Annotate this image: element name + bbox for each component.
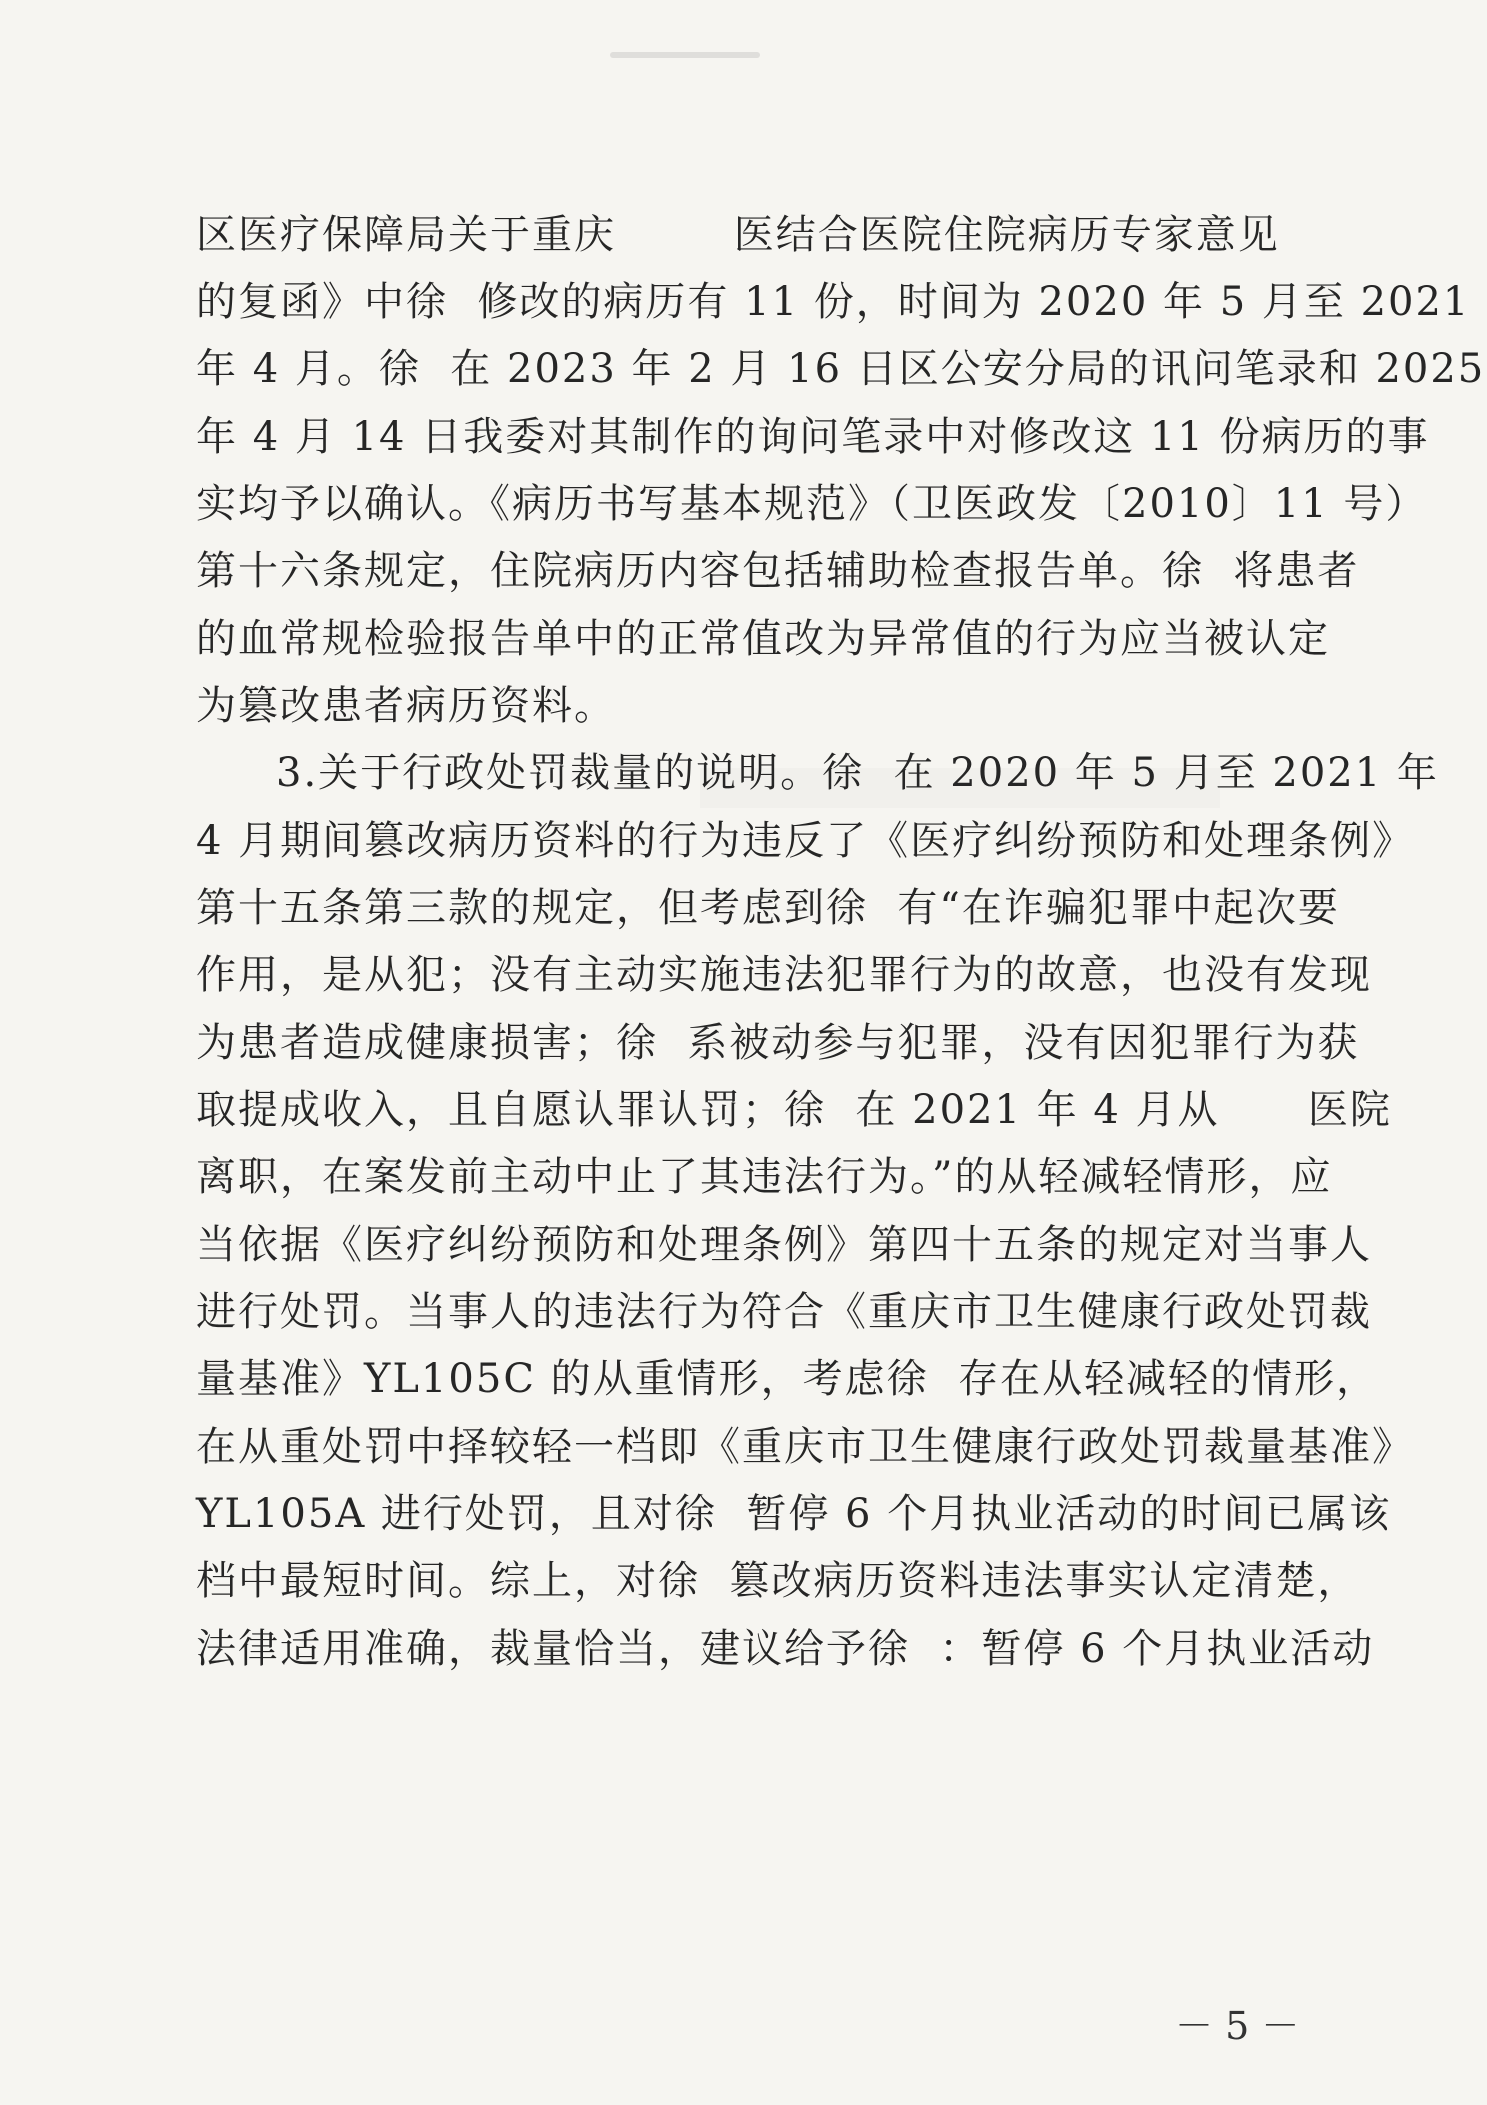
text-line: 在从重处罚中择较轻一档即《重庆市卫生健康行政处罚裁量基准》 — [196, 1424, 1414, 1470]
text-line: 为篡改患者病历资料。 — [196, 683, 616, 729]
page-number: － 5 － — [1175, 2004, 1300, 2048]
text-line: 离职，在案发前主动中止了其违法行为。”的从轻减轻情形，应 — [196, 1154, 1333, 1200]
text-line: 作用，是从犯；没有主动实施违法犯罪行为的故意，也没有发现 — [196, 952, 1372, 998]
text-line: 法律适用准确，裁量恰当，建议给予徐 ：暂停 6 个月执业活动 — [196, 1626, 1375, 1672]
text-line: 3.关于行政处罚裁量的说明。徐 在 2020 年 5 月至 2021 年 — [276, 750, 1439, 796]
text-line: 4 月期间篡改病历资料的行为违反了《医疗纠纷预防和处理条例》 — [196, 818, 1415, 864]
text-line: 第十五条第三款的规定，但考虑到徐 有“在诈骗犯罪中起次要 — [196, 885, 1340, 931]
text-line: 取提成收入，且自愿认罪认罚；徐 在 2021 年 4 月从 医院 — [196, 1087, 1392, 1133]
text-line: 为患者造成健康损害；徐 系被动参与犯罪，没有因犯罪行为获 — [196, 1020, 1360, 1066]
text-line: 档中最短时间。综上，对徐 篡改病历资料违法事实认定清楚， — [196, 1558, 1360, 1604]
text-line: 的复函》中徐 修改的病历有 11 份，时间为 2020 年 5 月至 2021 — [196, 279, 1471, 325]
text-line: 区医疗保障局关于重庆 医结合医院住院病历专家意见 — [196, 212, 1280, 258]
text-line: YL105A 进行处罚，且对徐 暂停 6 个月执业活动的时间已属该 — [196, 1491, 1392, 1537]
text-line: 量基准》YL105C 的从重情形，考虑徐 存在从轻减轻的情形， — [196, 1356, 1379, 1402]
scan-artifact — [610, 52, 760, 58]
text-line: 年 4 月。徐 在 2023 年 2 月 16 日区公安分局的讯问笔录和 2025 — [196, 346, 1486, 392]
text-line: 进行处罚。当事人的违法行为符合《重庆市卫生健康行政处罚裁 — [196, 1289, 1372, 1335]
text-line: 当依据《医疗纠纷预防和处理条例》第四十五条的规定对当事人 — [196, 1222, 1372, 1268]
text-line: 第十六条规定，住院病历内容包括辅助检查报告单。徐 将患者 — [196, 548, 1360, 594]
text-line: 的血常规检验报告单中的正常值改为异常值的行为应当被认定 — [196, 616, 1330, 662]
text-line: 实均予以确认。《病历书写基本规范》（卫医政发〔2010〕11 号） — [196, 481, 1428, 527]
text-line: 年 4 月 14 日我委对其制作的询问笔录中对修改这 11 份病历的事 — [196, 414, 1430, 460]
